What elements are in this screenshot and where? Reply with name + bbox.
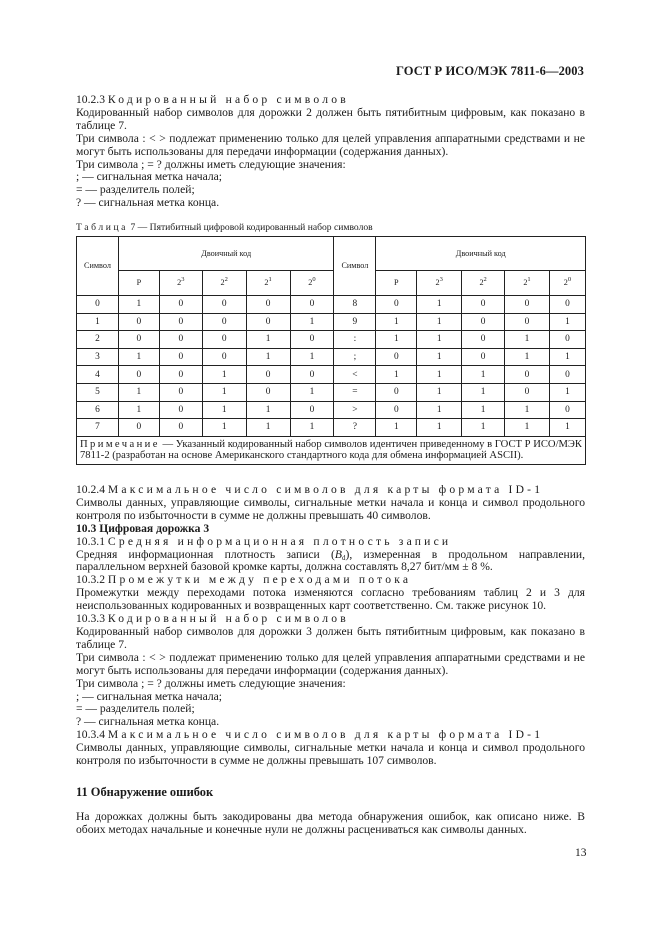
list-item: ; — сигнальная метка начала; <box>76 170 222 184</box>
bit-cell: 0 <box>159 348 202 366</box>
table-row <box>77 296 586 314</box>
bit-cell: 1 <box>417 296 462 314</box>
bit-cell: 0 <box>549 331 585 349</box>
header-binary-code: Двоичный код <box>376 237 586 271</box>
bit-cell: 0 <box>290 296 334 314</box>
table-row <box>77 383 586 401</box>
list-item: = — разделитель полей; <box>76 702 195 716</box>
bit-cell: 0 <box>118 366 159 384</box>
bit-cell: 1 <box>118 348 159 366</box>
header-bit: $2^1$ <box>246 271 290 296</box>
symbol-cell: 3 <box>77 348 119 366</box>
bit-cell: 0 <box>462 313 505 331</box>
bit-cell: 1 <box>118 401 159 419</box>
header-bit: $2^0$ <box>549 271 585 296</box>
bit-cell: 1 <box>505 401 550 419</box>
bit-cell: 1 <box>246 401 290 419</box>
bit-cell: 1 <box>417 383 462 401</box>
bit-cell: 0 <box>505 313 550 331</box>
table-row <box>77 331 586 349</box>
symbol-cell: ? <box>334 419 376 437</box>
header-bit: $2^0$ <box>290 271 334 296</box>
bit-cell: 0 <box>376 296 417 314</box>
paragraph: На дорожках должны быть закодированы два метода обнаружения ошибок, как описано ниже. В обоих методах начальные и конечные нули не должны расцениваться как символы данных. <box>76 809 585 836</box>
bit-cell: 1 <box>505 419 550 437</box>
bit-cell: 1 <box>549 419 585 437</box>
table-row <box>77 348 586 366</box>
section-heading <box>76 94 585 107</box>
section-number: 10.2.3 <box>76 93 105 106</box>
section-title: Максимальное число символов для карты формата ID-1 <box>107 483 544 496</box>
section-number: 10.3.2 <box>76 573 105 587</box>
bit-cell: 1 <box>462 383 505 401</box>
table-caption <box>76 222 586 235</box>
symbol-cell: 5 <box>77 383 119 401</box>
header-symbol: Символ <box>77 237 119 296</box>
paragraph: Кодированный набор символов для дорожки 2 должен быть пятибитным цифровым, как показано в таблице 7. <box>76 105 585 132</box>
header-bit: $2^1$ <box>505 271 550 296</box>
bit-cell: 1 <box>505 348 550 366</box>
table-row <box>77 401 586 419</box>
bit-cell: 1 <box>202 366 246 384</box>
table-row <box>77 366 586 384</box>
bit-cell: 1 <box>549 383 585 401</box>
bit-cell: 0 <box>202 296 246 314</box>
bit-cell: 0 <box>246 313 290 331</box>
note-label: Примечание <box>80 438 160 450</box>
table-note <box>77 436 586 464</box>
bit-cell: 1 <box>417 419 462 437</box>
bit-cell: 1 <box>290 419 334 437</box>
bit-cell: 1 <box>462 366 505 384</box>
bit-cell: 1 <box>376 313 417 331</box>
bit-cell: 0 <box>118 419 159 437</box>
bit-cell: 1 <box>462 401 505 419</box>
header-bit: $2^2$ <box>462 271 505 296</box>
table-row <box>77 419 586 437</box>
bit-cell: 0 <box>159 331 202 349</box>
bit-cell: 0 <box>159 419 202 437</box>
section-title: Средняя информационная плотность записи <box>107 534 452 548</box>
section-title: Промежутки между переходами потока <box>107 573 412 587</box>
table-row <box>77 313 586 331</box>
list-item: ? — сигнальная метка конца. <box>76 196 220 210</box>
table-caption-label: Таблица <box>76 222 129 233</box>
table-caption-text: 7 — Пятибитный цифровой кодированный набор символов <box>130 222 373 233</box>
symbol-cell: 2 <box>77 331 119 349</box>
section-heading: 11 Обнаружение ошибок <box>76 785 214 799</box>
table-subheader-row <box>77 271 586 296</box>
bit-cell: 1 <box>417 366 462 384</box>
bit-cell: 1 <box>118 383 159 401</box>
bit-cell: 1 <box>290 348 334 366</box>
bit-cell: 1 <box>376 366 417 384</box>
list-item: ? — сигнальная метка конца. <box>76 715 220 729</box>
bit-cell: 0 <box>246 296 290 314</box>
bit-cell: 1 <box>246 419 290 437</box>
bit-cell: 1 <box>246 348 290 366</box>
header-p: P <box>118 271 159 296</box>
header-p: P <box>376 271 417 296</box>
symbol-cell: : <box>334 331 376 349</box>
section-title: Максимальное число символов для карты формата ID-1 <box>107 728 544 742</box>
section-number: 10.2.4 <box>76 483 105 496</box>
bit-cell: 1 <box>246 331 290 349</box>
section-10-2-3 <box>76 94 585 210</box>
header-binary-code: Двоичный код <box>118 237 333 271</box>
section-title: Кодированный набор символов <box>107 93 349 106</box>
bit-cell: 1 <box>118 296 159 314</box>
document-header: ГОСТ Р ИСО/МЭК 7811-6—2003 <box>395 64 584 78</box>
bit-cell: 1 <box>290 313 334 331</box>
bit-cell: 1 <box>505 331 550 349</box>
symbol-cell: 8 <box>334 296 376 314</box>
header-bit: $2^3$ <box>417 271 462 296</box>
bit-cell: 0 <box>549 366 585 384</box>
header-bit: $2^3$ <box>159 271 202 296</box>
header-symbol: Символ <box>334 237 376 296</box>
note-text: — Указанный кодированный набор символов идентичен приведенному в ГОСТ Р ИСО/МЭК 7811-2 (разработан на основе Американского стандартного кода для обмена информацией ASCII). <box>80 438 582 462</box>
bit-cell: 0 <box>462 331 505 349</box>
bit-cell: 1 <box>462 419 505 437</box>
bit-cell: 0 <box>505 296 550 314</box>
bit-cell: 1 <box>417 313 462 331</box>
bit-cell: 1 <box>549 348 585 366</box>
bit-cell: 1 <box>417 331 462 349</box>
bit-cell: 1 <box>202 383 246 401</box>
symbol-cell: > <box>334 401 376 419</box>
symbol-cell: ; <box>334 348 376 366</box>
bit-cell: 0 <box>549 296 585 314</box>
section-number: 10.3.4 <box>76 728 105 742</box>
bit-cell: 0 <box>462 348 505 366</box>
bit-cell: 0 <box>505 383 550 401</box>
bit-cell: 0 <box>159 313 202 331</box>
bit-cell: 0 <box>290 366 334 384</box>
bit-cell: 1 <box>376 331 417 349</box>
bit-cell: 0 <box>159 383 202 401</box>
bit-cell: 1 <box>376 419 417 437</box>
bit-cell: 0 <box>246 383 290 401</box>
section-11 <box>76 786 585 837</box>
symbol-cell: 7 <box>77 419 119 437</box>
bit-cell: 0 <box>376 348 417 366</box>
paragraph: Три символа ; = ? должны иметь следующие значения: <box>76 676 346 690</box>
bit-cell: 1 <box>290 383 334 401</box>
symbol-cell: 0 <box>77 296 119 314</box>
bit-cell: 0 <box>376 401 417 419</box>
bit-cell: 0 <box>202 313 246 331</box>
symbol-cell: 6 <box>77 401 119 419</box>
bit-cell: 1 <box>417 348 462 366</box>
paragraph: Три символа : < > подлежат применению только для целей управления аппаратными средствами и не могут быть использованы для передачи информации (содержания данных). <box>76 131 585 158</box>
section-10-2-4 <box>76 484 585 768</box>
paragraph: Символы данных, управляющие символы, сигнальные метки начала и конца и символ продольного контроля по избыточности в сумме не должны превышать 107 символов. <box>76 741 585 768</box>
bit-cell: 0 <box>159 296 202 314</box>
paragraph: Промежутки между переходами потока изменяются согласно требованиям таблиц 2 и 3 для неиспользованных кодированных и возвращенных карт соответственно. См. также рисунок 10. <box>76 586 585 613</box>
paragraph: Символы данных, управляющие символы, сигнальные метки начала и конца и символ продольного контроля по избыточности в сумме не должны превышать 40 символов. <box>76 495 585 522</box>
bit-cell: 1 <box>549 313 585 331</box>
paragraph: Средняя информационная плотность записи $(B_d)$, измеренная в продольном направлении, параллельном верхней базовой кромке карты, должна составлять 8,27 бит/мм ± 8 %. <box>76 547 585 574</box>
page-number: 13 <box>575 847 587 859</box>
table-7 <box>76 236 586 465</box>
bit-cell: 0 <box>376 383 417 401</box>
section-heading <box>76 484 585 497</box>
bit-cell: 1 <box>417 401 462 419</box>
bit-cell: 1 <box>202 401 246 419</box>
section-number: 10.3.3 <box>76 612 105 626</box>
bit-cell: 1 <box>202 419 246 437</box>
bit-cell: 0 <box>202 331 246 349</box>
bit-cell: 0 <box>290 331 334 349</box>
section-heading: 10.3 Цифровая дорожка 3 <box>76 521 210 535</box>
bit-cell: 0 <box>462 296 505 314</box>
symbol-cell: 4 <box>77 366 119 384</box>
symbol-cell: = <box>334 383 376 401</box>
bit-cell: 0 <box>118 313 159 331</box>
bit-cell: 0 <box>246 366 290 384</box>
bit-cell: 0 <box>159 366 202 384</box>
bit-cell: 0 <box>159 401 202 419</box>
bit-cell: 0 <box>290 401 334 419</box>
section-number: 10.3.1 <box>76 534 105 548</box>
list-item: = — разделитель полей; <box>76 183 195 197</box>
bit-cell: 0 <box>549 401 585 419</box>
symbol-cell: 1 <box>77 313 119 331</box>
bit-cell: 0 <box>118 331 159 349</box>
paragraph: Три символа ; = ? должны иметь следующие значения: <box>76 157 346 171</box>
paragraph: Кодированный набор символов для дорожки 3 должен быть пятибитным цифровым, как показано в таблице 7. <box>76 624 585 651</box>
list-item: ; — сигнальная метка начала; <box>76 689 222 703</box>
symbol-cell: 9 <box>334 313 376 331</box>
section-title: Кодированный набор символов <box>107 612 349 626</box>
header-bit: $2^2$ <box>202 271 246 296</box>
paragraph: Три символа : < > подлежат применению только для целей управления аппаратными средствами и не могут быть использованы для передачи информации (содержания данных). <box>76 650 585 677</box>
table-note-row <box>77 436 586 464</box>
bit-cell: 0 <box>202 348 246 366</box>
symbol-cell: < <box>334 366 376 384</box>
bit-cell: 0 <box>505 366 550 384</box>
table-header-row <box>77 237 586 271</box>
